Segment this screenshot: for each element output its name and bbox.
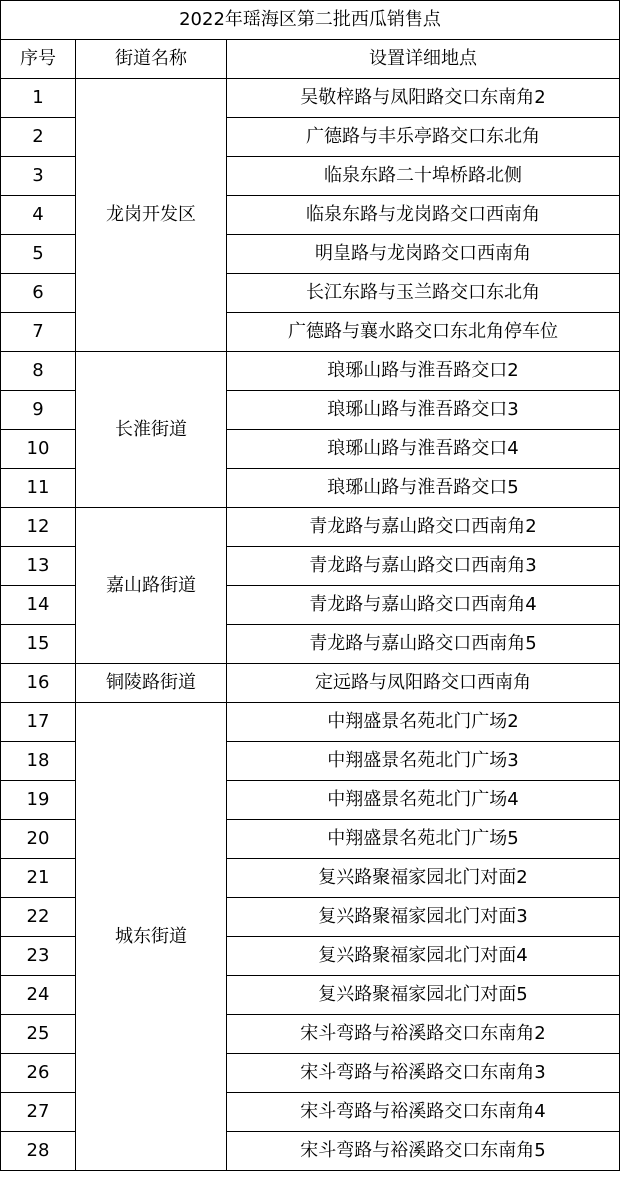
row-index-cell: 22 — [1, 898, 76, 937]
location-cell: 明皇路与龙岗路交口西南角 — [227, 235, 620, 274]
header-location: 设置详细地点 — [227, 40, 620, 79]
location-cell: 中翔盛景名苑北门广场5 — [227, 820, 620, 859]
location-cell: 琅琊山路与淮吾路交口3 — [227, 391, 620, 430]
row-index-cell: 23 — [1, 937, 76, 976]
row-index-cell: 2 — [1, 118, 76, 157]
row-index-cell: 4 — [1, 196, 76, 235]
row-index-cell: 14 — [1, 586, 76, 625]
table-row — [1, 703, 620, 742]
row-index-cell: 6 — [1, 274, 76, 313]
location-cell: 宋斗弯路与裕溪路交口东南角5 — [227, 1132, 620, 1171]
row-index-cell: 25 — [1, 1015, 76, 1054]
location-cell: 广德路与襄水路交口东北角停车位 — [227, 313, 620, 352]
street-name-cell: 嘉山路街道 — [76, 508, 227, 664]
row-index-cell: 20 — [1, 820, 76, 859]
table-title: 2022年瑶海区第二批西瓜销售点 — [1, 1, 620, 40]
table-row — [1, 508, 620, 547]
row-index-cell: 18 — [1, 742, 76, 781]
row-index-cell: 7 — [1, 313, 76, 352]
location-cell: 青龙路与嘉山路交口西南角2 — [227, 508, 620, 547]
table-body — [1, 1, 620, 1171]
row-index-cell: 27 — [1, 1093, 76, 1132]
location-cell: 琅琊山路与淮吾路交口4 — [227, 430, 620, 469]
street-name-cell: 长淮街道 — [76, 352, 227, 508]
row-index-cell: 15 — [1, 625, 76, 664]
row-index-cell: 24 — [1, 976, 76, 1015]
location-cell: 青龙路与嘉山路交口西南角5 — [227, 625, 620, 664]
row-index-cell: 10 — [1, 430, 76, 469]
row-index-cell: 19 — [1, 781, 76, 820]
location-cell: 临泉东路二十埠桥路北侧 — [227, 157, 620, 196]
location-cell: 琅琊山路与淮吾路交口5 — [227, 469, 620, 508]
location-cell: 复兴路聚福家园北门对面3 — [227, 898, 620, 937]
street-name-cell: 铜陵路街道 — [76, 664, 227, 703]
street-name-cell: 城东街道 — [76, 703, 227, 1171]
row-index-cell: 12 — [1, 508, 76, 547]
row-index-cell: 16 — [1, 664, 76, 703]
row-index-cell: 1 — [1, 79, 76, 118]
title-row — [1, 1, 620, 40]
location-cell: 宋斗弯路与裕溪路交口东南角4 — [227, 1093, 620, 1132]
row-index-cell: 3 — [1, 157, 76, 196]
row-index-cell: 9 — [1, 391, 76, 430]
location-cell: 长江东路与玉兰路交口东北角 — [227, 274, 620, 313]
row-index-cell: 13 — [1, 547, 76, 586]
location-cell: 青龙路与嘉山路交口西南角3 — [227, 547, 620, 586]
location-cell: 广德路与丰乐亭路交口东北角 — [227, 118, 620, 157]
location-cell: 宋斗弯路与裕溪路交口东南角3 — [227, 1054, 620, 1093]
header-index: 序号 — [1, 40, 76, 79]
row-index-cell: 5 — [1, 235, 76, 274]
row-index-cell: 8 — [1, 352, 76, 391]
location-cell: 复兴路聚福家园北门对面5 — [227, 976, 620, 1015]
location-cell: 复兴路聚福家园北门对面2 — [227, 859, 620, 898]
row-index-cell: 28 — [1, 1132, 76, 1171]
row-index-cell: 17 — [1, 703, 76, 742]
location-cell: 临泉东路与龙岗路交口西南角 — [227, 196, 620, 235]
header-row — [1, 40, 620, 79]
location-cell: 定远路与凤阳路交口西南角 — [227, 664, 620, 703]
location-cell: 中翔盛景名苑北门广场2 — [227, 703, 620, 742]
location-cell: 琅琊山路与淮吾路交口2 — [227, 352, 620, 391]
row-index-cell: 21 — [1, 859, 76, 898]
row-index-cell: 26 — [1, 1054, 76, 1093]
street-name-cell: 龙岗开发区 — [76, 79, 227, 352]
table-row — [1, 352, 620, 391]
location-cell: 复兴路聚福家园北门对面4 — [227, 937, 620, 976]
location-cell: 吴敬梓路与凤阳路交口东南角2 — [227, 79, 620, 118]
header-street: 街道名称 — [76, 40, 227, 79]
table-row — [1, 664, 620, 703]
location-cell: 中翔盛景名苑北门广场4 — [227, 781, 620, 820]
location-cell: 中翔盛景名苑北门广场3 — [227, 742, 620, 781]
row-index-cell: 11 — [1, 469, 76, 508]
table-row — [1, 79, 620, 118]
location-cell: 青龙路与嘉山路交口西南角4 — [227, 586, 620, 625]
location-cell: 宋斗弯路与裕溪路交口东南角2 — [227, 1015, 620, 1054]
